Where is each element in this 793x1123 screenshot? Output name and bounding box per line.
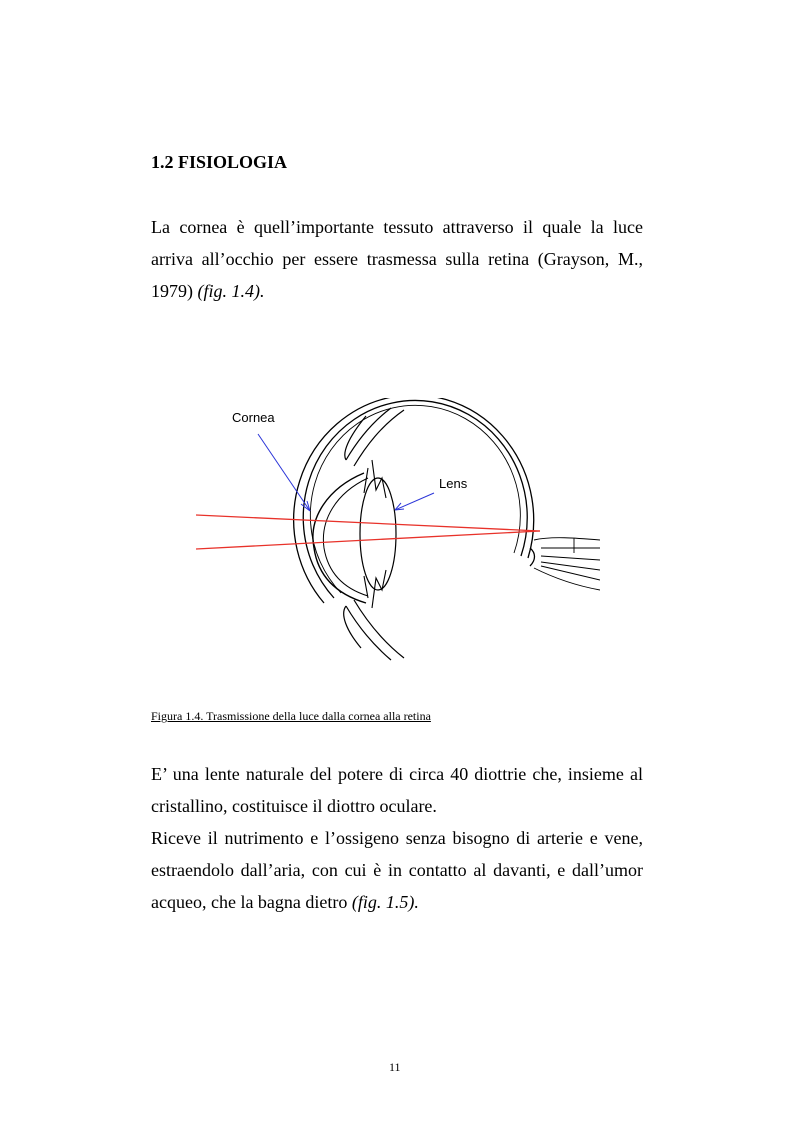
paragraph-nutrition-text: Riceve il nutrimento e l’ossigeno senza bisogno di arterie e vene, estraendolo dall’aria, con cui è in contatto al davanti, e dall’umor acqueo, che la bagna dietro — [151, 828, 643, 912]
lower-eyelid — [344, 600, 404, 660]
eye-anatomy-figure — [196, 398, 600, 670]
paragraph-intro — [151, 211, 643, 307]
light-ray-upper — [196, 515, 540, 531]
optic-nerve — [534, 538, 600, 590]
paragraph-intro-text: La cornea è quell’importante tessuto attraverso il quale la luce arriva all’occhio per essere trasmessa sulla retina (Grayson, M., 1979) — [151, 217, 643, 301]
lens-label: Lens — [439, 476, 468, 491]
crystalline-lens — [360, 478, 396, 590]
lens-pointer-arrow — [395, 493, 434, 510]
retina-line — [310, 405, 520, 593]
paragraph-lens: E’ una lente naturale del potere di circa 40 diottrie che, insieme al cristallino, costituisce il diottro oculare. — [151, 764, 643, 816]
paragraph-nutrition — [151, 822, 643, 918]
cornea-pointer-head — [301, 501, 310, 511]
figure-reference-2: (fig. 1.5). — [351, 892, 419, 912]
figure-caption: Figura 1.4. Trasmissione della luce dalla cornea alla retina — [151, 709, 431, 723]
upper-eyelid — [345, 408, 404, 466]
section-heading: 1.2 FISIOLOGIA — [151, 152, 288, 172]
light-ray-lower — [196, 531, 540, 549]
figure-reference: (fig. 1.4). — [197, 281, 265, 301]
cornea-label: Cornea — [232, 410, 275, 425]
eyeball-outer-wall — [294, 398, 534, 603]
cornea-outline — [313, 473, 366, 603]
eyeball-inner-wall — [303, 400, 527, 598]
page-number: 11 — [389, 1060, 401, 1074]
